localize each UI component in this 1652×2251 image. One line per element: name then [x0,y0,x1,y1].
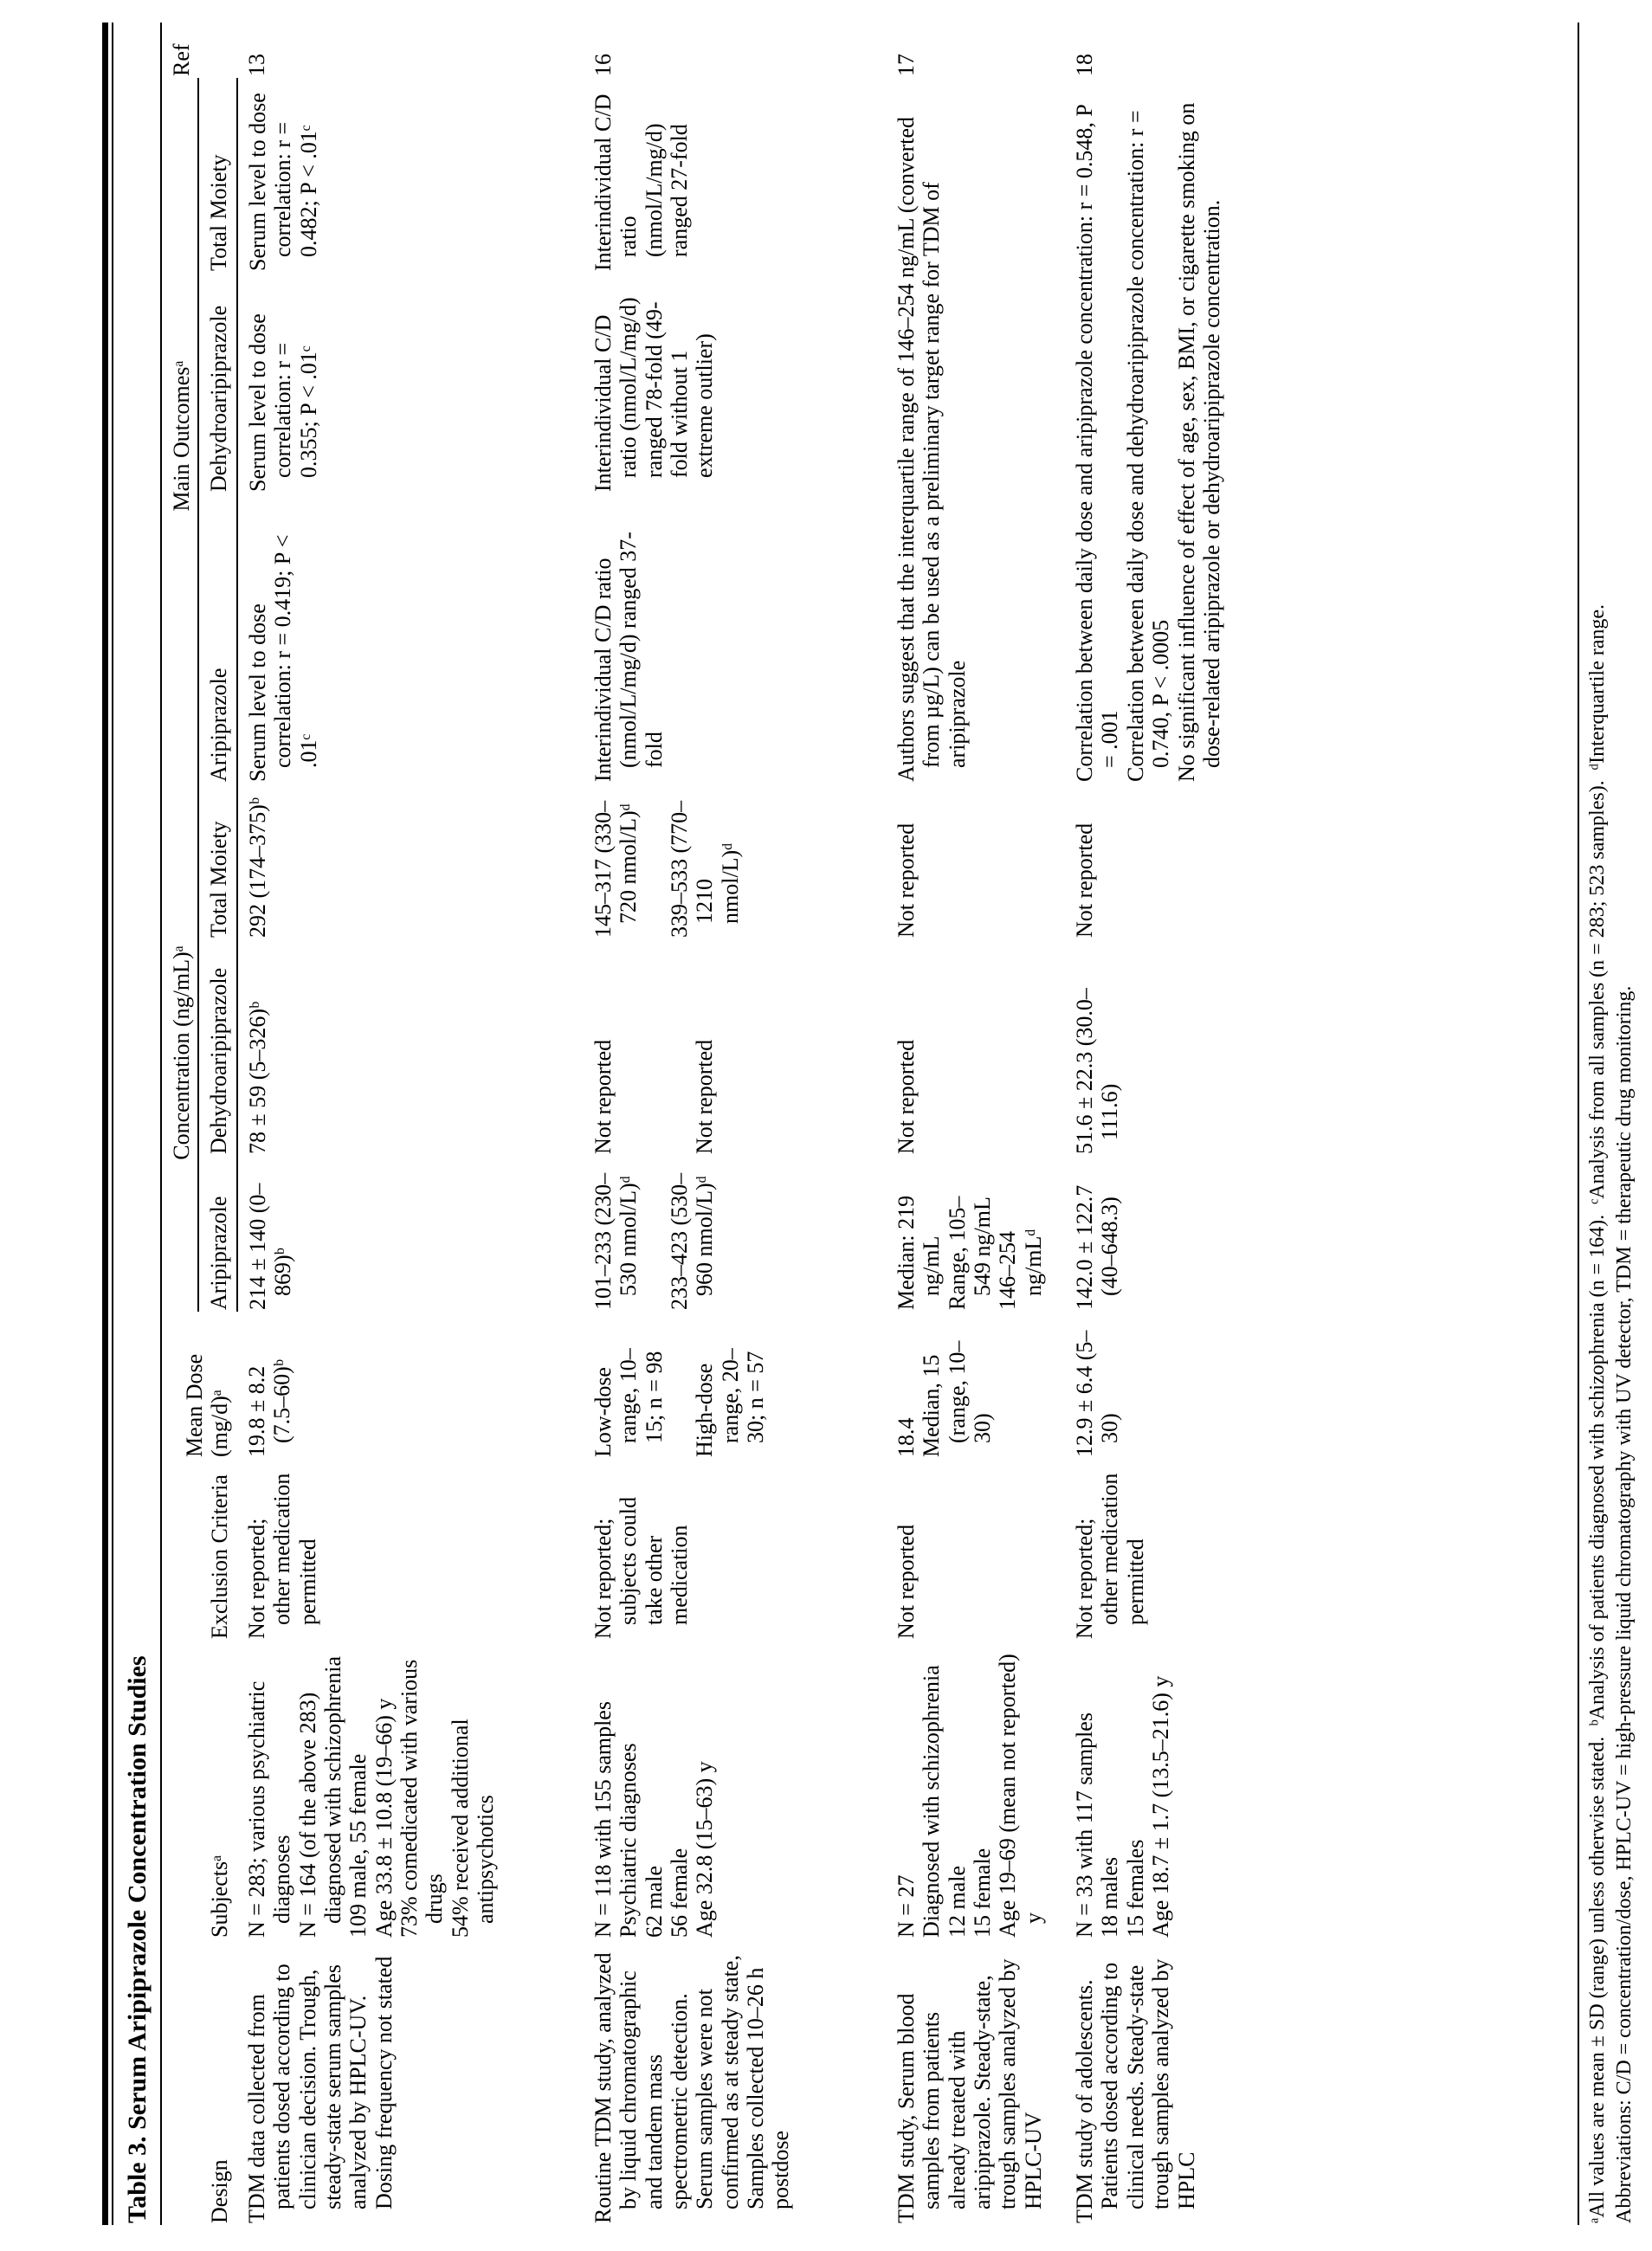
text-line: No significant influence of effect of age, sex, BMI, or cigarette smoking on dose-related aripiprazole or dehydroaripiprazole concentration. [1173,102,1224,782]
cell-mean-dose [566,1312,869,1459]
cell-ref: 17 [893,53,919,76]
col-header-out-aripiprazole: Aripiprazole [198,493,236,784]
cell-out-dehydroaripiprazole [237,273,566,493]
table-header [162,23,237,2225]
text-line: Diagnosed with schizophrenia [919,1665,945,1938]
table-row-ref18 [1048,23,1255,2225]
text-line: Median, 15 (range, 10–30) [919,1340,995,1457]
text-line: Authors suggest that the interquartile range of 146–254 ng/mL (converted from µg/L) can be used as a preliminary target range for TDM of aripiprazole [893,116,970,782]
cell-main-outcomes [869,78,1048,784]
text-line: Abbreviations: C/D = concentration/dose, HPLC-UV = high-pressure liquid chromatography with UV detector, TDM = therapeutic drug monitoring. [1612,985,1636,2223]
cell-design [1048,1939,1255,2225]
text-line: 18.4 [893,1417,919,1457]
text-line: 19.8 ± 8.2 (7.5–60)ᵇ [243,1359,295,1457]
text-line: TDM study, Serum blood samples from patients already treated with aripiprazole. Steady-state, trough samples analyzed by HPLC-UV [893,1958,1046,2223]
text-line: Interindividual C/D ratio (nmol/L/mg/d) ranged 37-fold [590,532,667,782]
text-line: Not reported [692,1039,718,1154]
text-line: N = 164 (of the above 283) diagnosed with schizophrenia [294,1655,345,1938]
col-header-subjects: Subjectsᵃ [207,1854,233,1938]
cell-conc-aripiprazole [1048,1156,1255,1312]
cell-conc-aripiprazole [869,1156,1048,1312]
group-header-row [162,23,198,2225]
col-header-conc-dehydroaripiprazole: Dehydroaripiprazole [198,939,236,1156]
text-line [642,951,667,1154]
text-line: 18 males [1097,1856,1123,1938]
cell-conc-total-moiety [1048,784,1255,939]
table-title: Table 3. Serum Aripiprazole Concentration Studies [123,1655,152,2223]
table-footnotes [1579,23,1640,2225]
cell-out-aripiprazole [237,493,566,784]
cell-conc-aripiprazole [566,1156,869,1312]
text-line: 15 female [969,1848,995,1938]
col-header-ref: Ref [169,43,194,76]
text-line: 12 male [944,1865,970,1938]
text-line: Age 32.8 (15–63) y [692,1761,718,1938]
text-line [642,1168,667,1310]
text-line: Age 33.8 ± 10.8 (19–66) y [371,1698,397,1938]
col-header-mean-dose [162,1312,237,1459]
col-header-conc-total-moiety: Total Moiety [198,784,236,939]
cell-subjects [237,1641,566,1939]
cell-conc-dehydroaripiprazole [869,939,1048,1156]
text-line: Serum level to dose correlation: r = 0.482; P < .01ᶜ [244,93,321,271]
cell-design [869,1939,1048,2225]
text-line: High-dose range, 20–30; n = 57 [692,1348,768,1457]
text-line: 109 male, 55 female [345,1753,371,1938]
cell-exclusion [869,1459,1048,1641]
text-line: ᵃAll values are mean ± SD (range) unless otherwise stated. ᵇAnalysis of patients diagnosed with schizophrenia (n = 164). ᶜAnalysis from all samples (n = 283; 523 samples). ᵈInterquartile range. [1585,603,1609,2223]
text-line: 62 male [641,1865,667,1938]
col-header-conc-aripiprazole: Aripiprazole [198,1156,236,1312]
text-line: 101–233 (230–530 nmol/L)ᵈ [590,1172,642,1310]
text-line: 233–423 (530–960 nmol/L)ᵈ [666,1172,718,1310]
text-line: Not reported [590,1039,616,1154]
text-line: Correlation between daily dose and dehydroaripiprazole concentration: r = 0.740, P < .0005 [1122,110,1174,782]
cell-main-outcomes [1048,78,1255,784]
text-line: N = 27 [893,1874,919,1938]
cell-design [237,1939,566,2225]
text-line: 78 ± 59 (5–326)ᵇ [244,1001,270,1154]
text-line: 142.0 ± 122.7 (40–648.3) [1072,1184,1123,1310]
text-line: Interindividual C/D ratio (nmol/L/mg/d) ranged 27-fold [590,94,692,271]
cell-conc-dehydroaripiprazole [566,939,869,1156]
text-line: Not reported [1072,822,1097,938]
text-line: Not reported; subjects could take other medication [590,1496,692,1639]
text-line [667,1324,692,1457]
whitespace-spacer [1255,23,1578,2225]
text-line: Routine TDM study, analyzed by liquid chromatographic and tandem mass spectrometric detection. Serum samples were not confirmed as at steady state, Samples collected 10–26 h postdose [590,1952,794,2223]
text-line: Range, 105–549 ng/mL [944,1196,995,1310]
table-row-ref16 [566,23,869,2225]
group-header-concentration: Concentration (ng/mL)ᵃ [162,784,198,1312]
cell-exclusion [1048,1459,1255,1641]
text-line: N = 118 with 155 samples [590,1701,616,1938]
col-header-out-dehydroaripiprazole: Dehydroaripiprazole [198,273,236,493]
concentration-studies-table [162,23,1255,2225]
text-line: Not reported [893,822,919,938]
col-header-out-total-moiety: Total Moiety [198,78,236,273]
cell-ref: 16 [590,53,616,76]
text-line: 15 females [1122,1839,1148,1938]
text-line: Median: 219 ng/mL [893,1195,945,1310]
text-line: Psychiatric diagnoses [616,1743,642,1938]
text-line: Not reported; other medication permitted [243,1473,320,1639]
text-line: Serum level to dose correlation: r = 0.419; P < .01ᶜ [244,534,321,782]
cell-exclusion [566,1459,869,1641]
text-line: Not reported [893,1039,919,1154]
table-row-ref13 [237,23,566,2225]
text-line: TDM study of adolescents. Patients dosed according to clinical needs. Steady-state trough samples analyzed by HPLC [1072,1958,1199,2223]
text-line: N = 33 with 117 samples [1072,1712,1097,1938]
cell-conc-dehydroaripiprazole [237,939,566,1156]
cell-conc-total-moiety [566,784,869,939]
text-line: (mg/d)ᵃ [207,1390,233,1457]
cell-conc-dehydroaripiprazole [1048,939,1255,1156]
table-row-ref17 [869,23,1048,2225]
cell-out-total-moiety [237,78,566,273]
cell-ref: 18 [1072,53,1097,76]
text-line: 145–317 (330–720 nmol/L)ᵈ [590,800,642,938]
col-header-design: Design [207,2159,233,2223]
cell-design [566,1939,869,2225]
cell-conc-total-moiety [237,784,566,939]
text-line: 12.9 ± 6.4 (5–30) [1072,1330,1123,1457]
text-line: TDM data collected from patients dosed according to clinician decision. Trough, steady-state serum samples analyzed by HPLC-UV. Dosing frequency not stated [243,1956,397,2223]
text-line: N = 283; various psychiatric diagnoses [243,1680,295,1938]
text-line: 339–533 (770–1210 nmol/L)ᵈ [666,800,743,938]
cell-conc-total-moiety [869,784,1048,939]
text-line: 56 female [666,1848,692,1938]
cell-out-total-moiety [566,78,869,273]
text-line [667,951,692,1154]
text-line: 73% comedicated with various drugs [397,1659,448,1938]
cell-out-dehydroaripiprazole [566,273,869,493]
cell-ref: 13 [243,53,269,76]
text-line: 292 (174–375)ᵇ [244,797,270,938]
text-line: Age 19–69 (mean not reported) y [995,1654,1046,1938]
text-line: Low-dose range, 10–15; n = 98 [590,1348,667,1457]
text-line: Age 18.7 ± 1.7 (13.5–21.6) y [1148,1675,1174,1938]
text-line: Serum level to dose correlation: r = 0.355; P < .01ᶜ [244,313,321,492]
top-rule-thick [102,23,108,2225]
text-line: 51.6 ± 22.3 (30.0–111.6) [1072,988,1123,1154]
text-line: 54% received additional antipsychotics [447,1719,499,1938]
text-line: Not reported; other medication permitted [1072,1473,1148,1639]
group-header-main-outcomes: Main Outcomesᵃ [162,78,198,784]
cell-mean-dose [1048,1312,1255,1459]
text-line: Interindividual C/D ratio (nmol/L/mg/d) ranged 78-fold (49-fold without 1 extreme outlier) [590,297,718,492]
cell-subjects [1048,1641,1255,1939]
text-line [616,951,641,1154]
text-line [642,796,667,938]
cell-out-aripiprazole [566,493,869,784]
cell-conc-aripiprazole [237,1156,566,1312]
cell-exclusion [237,1459,566,1641]
table-body [237,23,1255,2225]
cell-subjects [566,1641,869,1939]
text-line: Not reported [893,1524,919,1639]
cell-mean-dose [869,1312,1048,1459]
text-line: 214 ± 140 (0–869)ᵇ [244,1183,296,1310]
text-line: Correlation between daily dose and aripiprazole concentration: r = 0.548, P = .001 [1072,105,1123,782]
text-line: Mean Dose [182,1353,207,1457]
cell-mean-dose [237,1312,566,1459]
text-line: 146–254 ng/mLᵈ [995,1229,1046,1310]
col-header-exclusion-criteria: Exclusion Criteria [207,1474,233,1639]
cell-subjects [869,1641,1048,1939]
